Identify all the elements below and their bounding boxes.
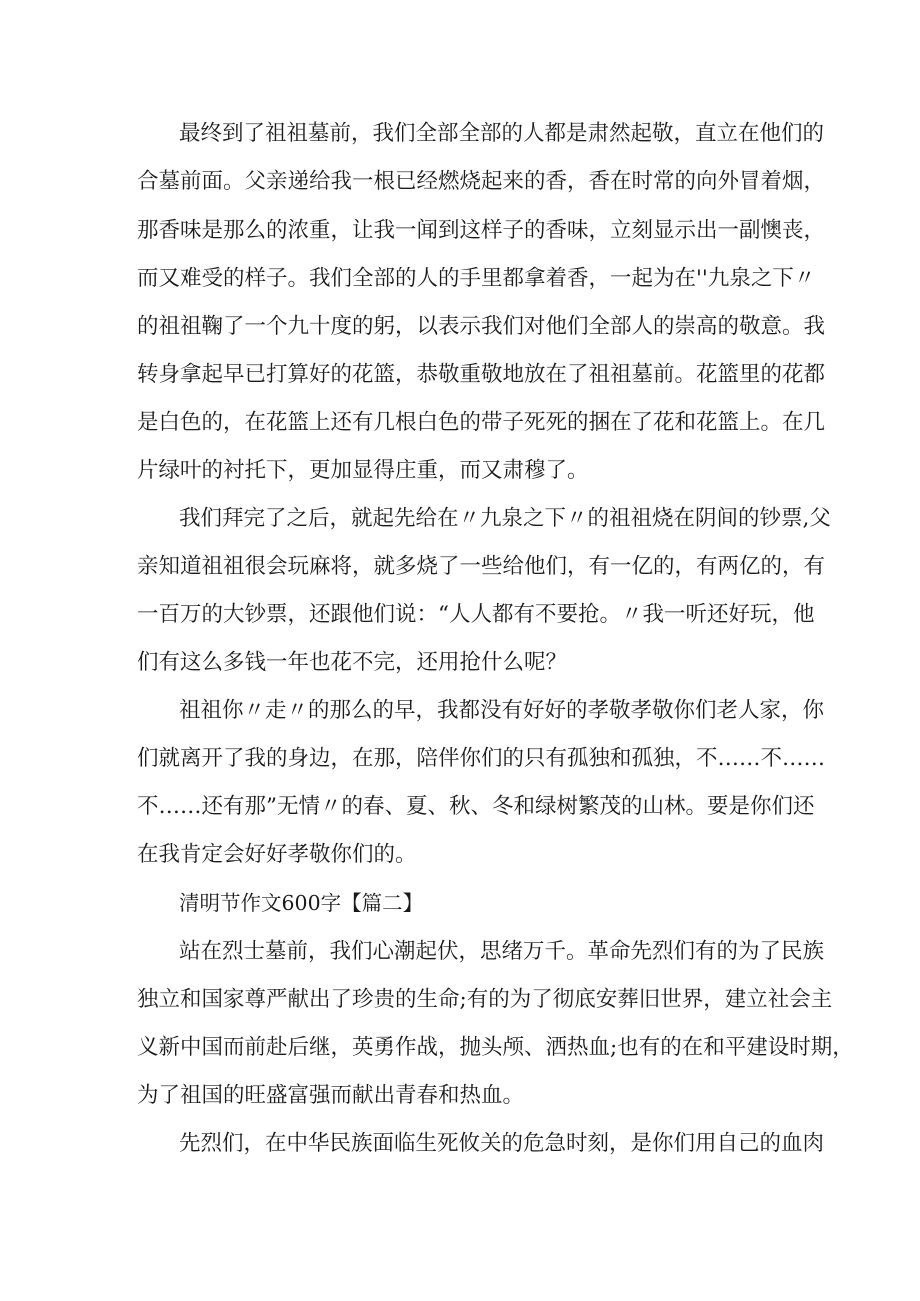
paragraph-1-line-2: 合墓前面。父亲递给我一根已经燃烧起来的香，香在时常的向外冒着烟， — [137, 169, 826, 194]
paragraph-3-line-3: 不……还有那”无情〃的春、夏、秋、冬和绿树繁茂的山林。要是你们还 — [137, 794, 815, 819]
paragraph-1-line-6: 转身拿起早已打算好的花篮，恭敬重敬地放在了祖祖墓前。花篮里的花都 — [137, 362, 826, 387]
paragraph-5-line-1: 先烈们，在中华民族面临生死攸关的危急时刻，是你们用自己的血肉 — [179, 1131, 825, 1156]
paragraph-4-line-3: 义新中国而前赴后继，英勇作战，抛头颅、洒热血;也有的在和平建设时期， — [137, 1035, 854, 1060]
paragraph-3-line-1: 祖祖你〃走〃的那么的早，我都没有好好的孝敬孝敬你们老人家，你 — [179, 698, 825, 723]
paragraph-3-line-2: 们就离开了我的身边，在那，陪伴你们的只有孤独和孤独，不……不…… — [137, 746, 826, 771]
paragraph-3-line-4: 在我肯定会好好孝敬你们的。 — [137, 842, 417, 867]
paragraph-1-line-5: 的祖祖鞠了一个九十度的躬，以表示我们对他们全部人的崇高的敬意。我 — [137, 314, 826, 339]
section-heading: 清明节作文600字【篇二】 — [179, 891, 424, 915]
paragraph-2-line-2: 亲知道祖祖很会玩麻将，就多烧了一些给他们，有一亿的，有两亿的，有 — [137, 554, 826, 579]
paragraph-1-line-7: 是白色的，在花篮上还有几根白色的带子死死的捆在了花和花篮上。在几 — [137, 410, 826, 435]
paragraph-1-line-4: 而又难受的样子。我们全部的人的手里都拿着香，一起为在''九泉之下〃 — [137, 266, 816, 291]
paragraph-1-line-3: 那香味是那么的浓重，让我一闻到这样子的香味，立刻显示出一副懊丧， — [137, 218, 826, 243]
paragraph-2-line-4: 们有这么多钱一年也花不完，还用抢什么呢？ — [137, 650, 568, 675]
paragraph-2-line-3: 一百万的大钞票，还跟他们说：“人人都有不要抢。〃我一听还好玩，他 — [137, 602, 815, 627]
paragraph-1-line-8: 片绿叶的衬托下，更加显得庄重，而又肃穆了。 — [137, 458, 589, 483]
paragraph-2-line-1: 我们拜完了之后，就起先给在〃九泉之下〃的祖祖烧在阴间的钞票,父 — [179, 506, 831, 531]
paragraph-4-line-4: 为了祖国的旺盛富强而献出青春和热血。 — [137, 1083, 525, 1108]
paragraph-4-line-2: 独立和国家尊严献出了珍贵的生命;有的为了彻底安葬旧世界，建立社会主 — [137, 987, 833, 1012]
paragraph-1-line-1: 最终到了祖祖墓前，我们全部全部的人都是肃然起敬，直立在他们的 — [179, 121, 825, 146]
paragraph-4-line-1: 站在烈士墓前，我们心潮起伏，思绪万千。革命先烈们有的为了民族 — [179, 939, 825, 964]
